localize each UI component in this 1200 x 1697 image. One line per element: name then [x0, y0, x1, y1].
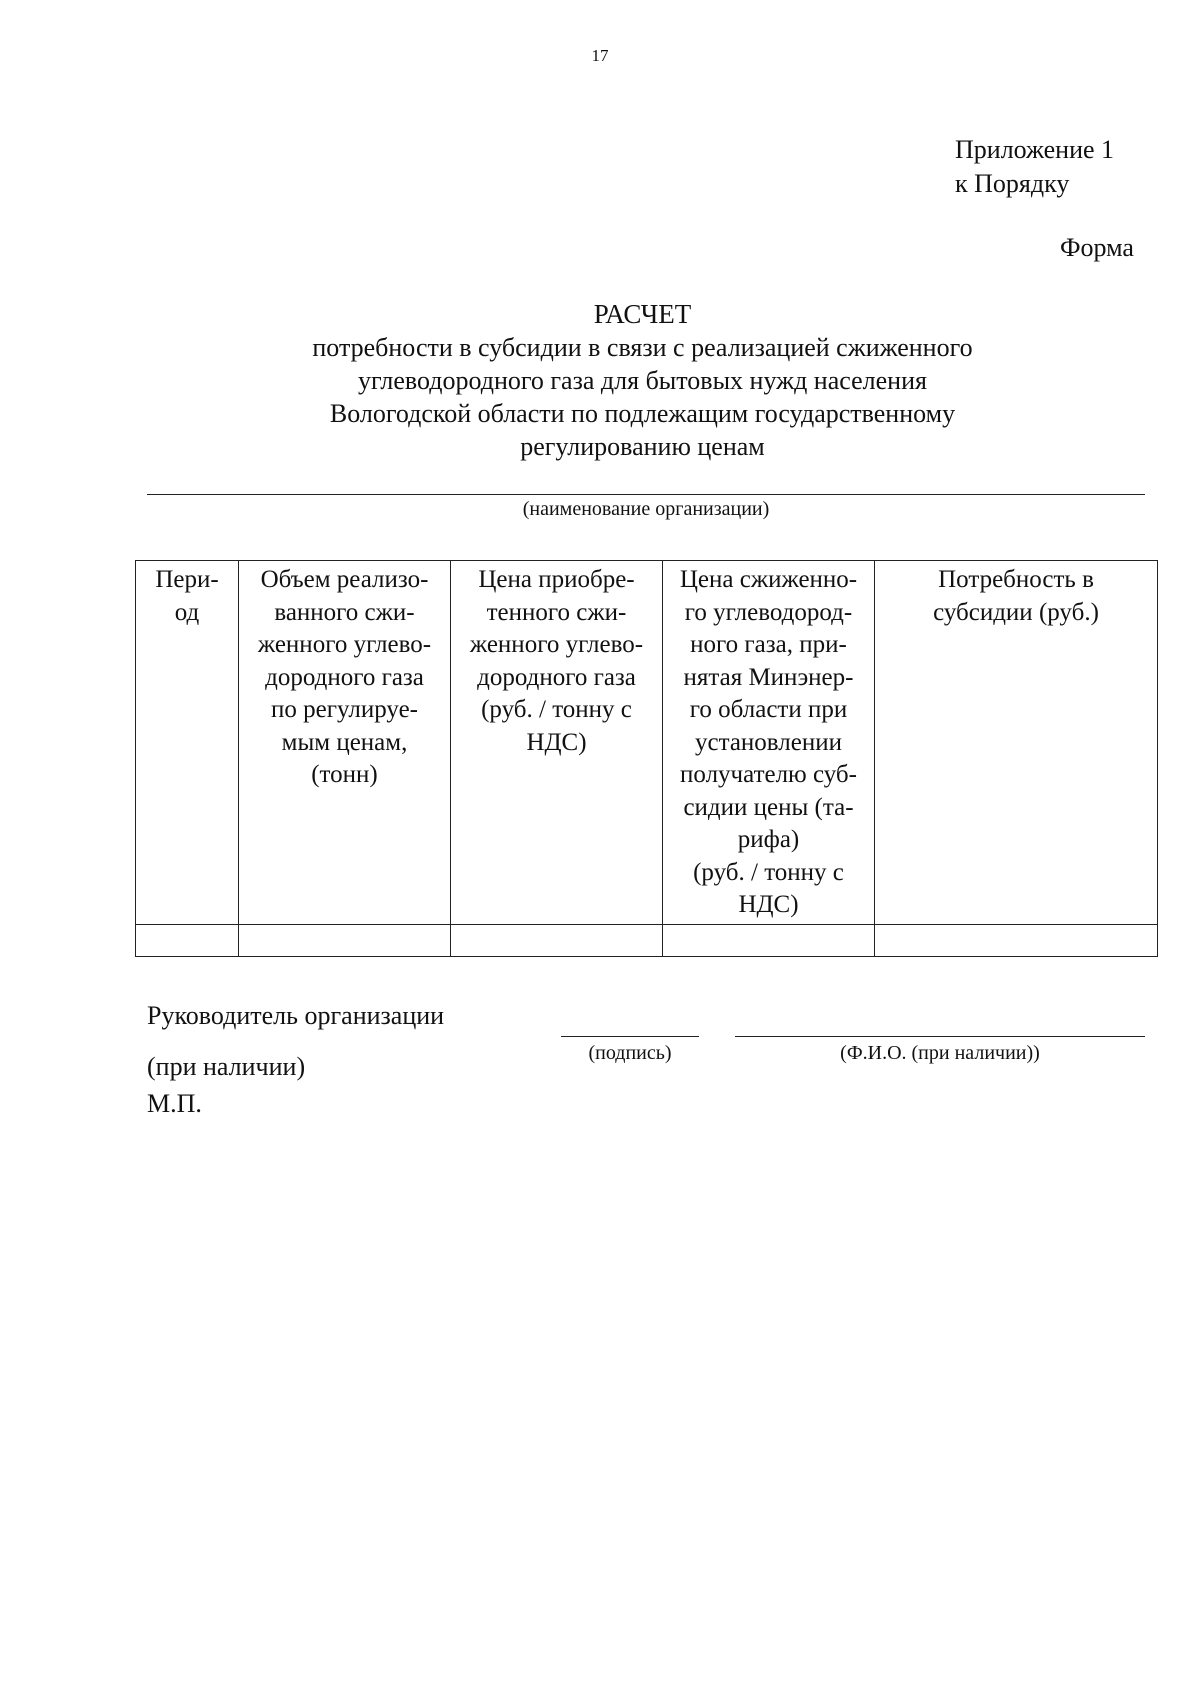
- cell-period[interactable]: [136, 924, 239, 956]
- appendix-line-2: к Порядку: [955, 169, 1070, 198]
- calculation-table: [135, 560, 1158, 957]
- title-line-4: регулированию ценам: [520, 432, 765, 461]
- document-title: [200, 298, 1085, 463]
- cell-approved-price[interactable]: [663, 924, 875, 956]
- title-line-1: потребности в субсидии в связи с реализацией сжиженного: [312, 333, 973, 362]
- cell-purchase-price[interactable]: [451, 924, 663, 956]
- appendix-line-1: Приложение 1: [955, 135, 1115, 164]
- cell-subsidy-need[interactable]: [875, 924, 1158, 956]
- table-header-row: [136, 561, 1158, 925]
- signature-caption: (подпись): [588, 1042, 672, 1064]
- full-name-caption: (Ф.И.О. (при наличии)): [840, 1042, 1040, 1064]
- header-period: Пери- од: [136, 561, 239, 925]
- header-approved-price: Цена сжиженно- го углеводород- ного газа, при- нятая Минэнер- го области при установлении получателю суб- сидии цены (та- рифа) (руб. / тонну с НДС): [663, 561, 875, 925]
- signatory-role-line-2: (при наличии): [147, 1052, 306, 1081]
- title-main: РАСЧЕТ: [593, 299, 692, 329]
- stamp-place: М.П.: [147, 1089, 202, 1118]
- signatory-role-line-1: Руководитель организации: [147, 1001, 445, 1030]
- cell-volume[interactable]: [239, 924, 451, 956]
- title-line-3: Вологодской области по подлежащим государственному: [329, 399, 956, 428]
- header-purchase-price: Цена приобре- тенного сжи- женного углево- дородного газа (руб. / тонну с НДС): [451, 561, 663, 925]
- header-subsidy-need: Потребность в субсидии (руб.): [875, 561, 1158, 925]
- organization-name-caption: (наименование организации): [522, 498, 770, 520]
- signatory-role: [147, 990, 444, 1092]
- full-name-line[interactable]: [735, 1036, 1145, 1037]
- header-volume: Объем реализо- ванного сжи- женного углево- дородного газа по регулируе- мым ценам, (тонн): [239, 561, 451, 925]
- table-row: [136, 924, 1158, 956]
- title-line-2: углеводородного газа для бытовых нужд населения: [358, 366, 927, 395]
- organization-name-line[interactable]: [147, 494, 1145, 495]
- signature-line[interactable]: [561, 1036, 699, 1037]
- form-label: Форма: [1060, 233, 1134, 262]
- appendix-reference: [955, 133, 1114, 201]
- page-number: 17: [591, 46, 609, 65]
